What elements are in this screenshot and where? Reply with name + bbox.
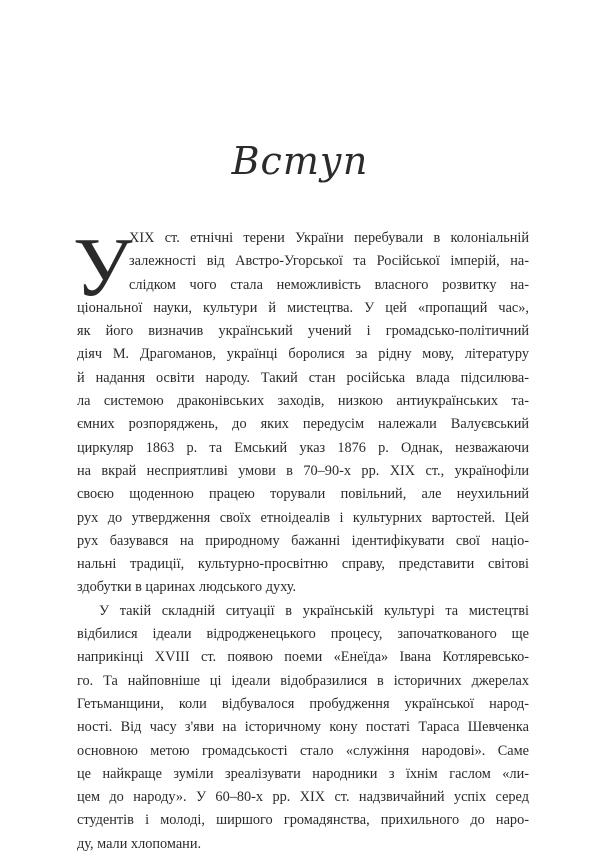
text-line: й надання освіти народу. Такий стан російська влада підсилюва-	[77, 369, 529, 386]
paragraph-2	[77, 600, 529, 856]
text-line: на вкрай несприятливі умови в 70–90-х рр. XIX ст., українофіли	[77, 462, 529, 479]
text-line: XIX ст. етнічні терени України перебували в колоніальній	[129, 230, 529, 246]
text-line: своєю щоденною працею торували повільний, але неухильний	[77, 486, 529, 503]
text-line: залежності від Австро-Угорської та Російської імперій, на-	[129, 253, 529, 270]
body-text	[73, 221, 529, 856]
text-line: циркуляр 1863 р. та Емський указ 1876 р. Однак, незважаючи	[77, 439, 529, 456]
text-line: рух до утвердження своїх етноідеалів і культурних вартостей. Цей	[77, 509, 529, 526]
text-line: як його визначив український учений і громадсько-політичний	[77, 323, 529, 340]
text-line: відбилися ідеали відродженецького процесу, започаткованого ще	[77, 626, 529, 643]
text-line: го. Та найповніше ці ідеали відобразилися в історичних джерелах	[77, 672, 529, 689]
text-line: ціональної науки, культури й мистецтва. У цей «пропащий час»,	[77, 299, 529, 316]
text-line: діяч М. Драгоманов, українці боролися за рідну мову, літературу	[77, 346, 529, 363]
text-line: ності. Від часу з'яви на історичному кону постаті Тараса Шевченка	[77, 719, 529, 736]
paragraph-1	[73, 221, 529, 600]
chapter-title: Вступ	[231, 139, 369, 183]
text-line: нальні традиції, культурно-просвітню справу, представити світові	[77, 556, 529, 573]
text-line: Гетьманщини, коли відбувалося пробудження української народ-	[77, 695, 529, 712]
text-line: це найкраще зуміли зреалізувати народники з їхнім гаслом «ли-	[77, 765, 529, 782]
drop-cap: У	[73, 221, 133, 314]
text-line: рух базувався на природному бажанні ідентифікувати свої націо-	[77, 532, 529, 549]
text-line: ду, мали хлопомани.	[77, 835, 202, 852]
text-line: здобутки в царинах людського духу.	[77, 579, 297, 596]
text-line: слідком чого стала неможливість власного розвитку на-	[129, 276, 529, 293]
text-line: наприкінці XVIII ст. появою поеми «Енеїда» Івана Котляревсько-	[77, 649, 529, 666]
text-line: основною метою громадськості стало «служіння народові». Саме	[77, 742, 529, 759]
text-line: ла системою драконівських заходів, низкою антиукраїнських та-	[77, 393, 529, 410]
text-line: У такій складній ситуації в українській культурі та мистецтві	[99, 602, 529, 619]
text-line: цем до народу». У 60–80-х рр. XIX ст. надзвичайний успіх серед	[77, 789, 529, 806]
text-line: ємних розпоряджень, до яких передусім належали Валуєвський	[77, 416, 529, 433]
text-line: студентів і молоді, ширшого громадянства, прихильного до наро-	[77, 812, 529, 829]
